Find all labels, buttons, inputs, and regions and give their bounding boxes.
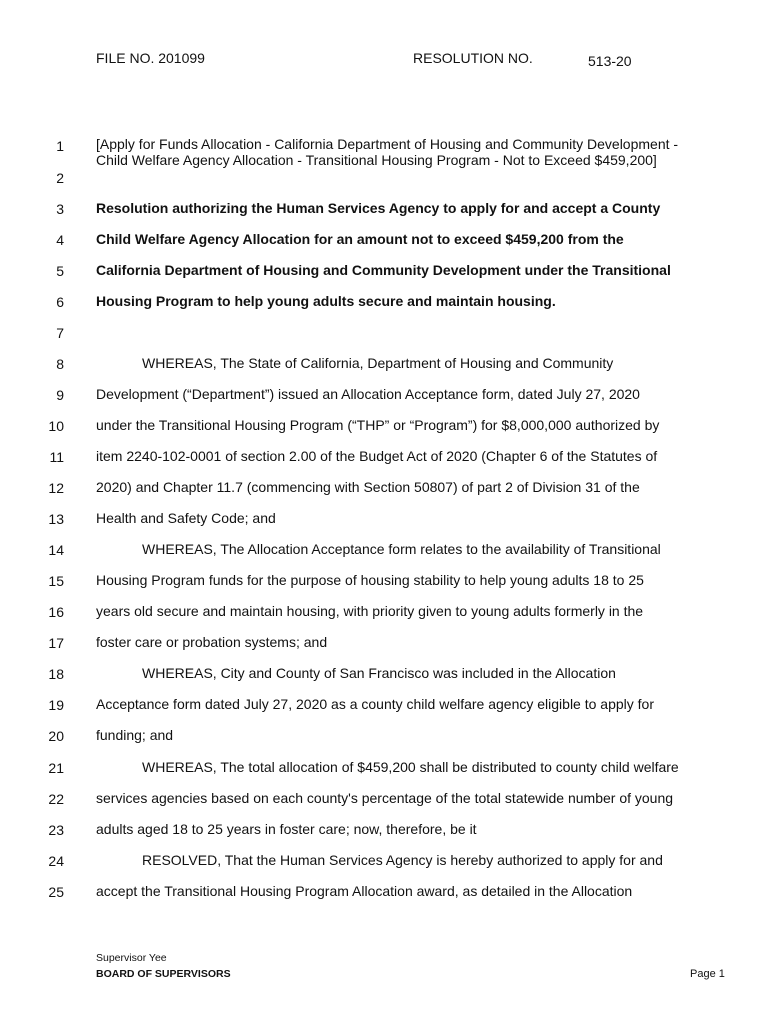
line-number: 13 [48,511,64,527]
body-line: WHEREAS, City and County of San Francisco was included in the Allocation [142,665,616,681]
body-line: Housing Program funds for the purpose of housing stability to help young adults 18 to 25 [96,572,644,588]
body-line: RESOLVED, That the Human Services Agency is hereby authorized to apply for and [142,852,663,868]
line-number: 24 [48,853,64,869]
line-number: 15 [48,573,64,589]
line-number: 7 [56,325,64,341]
line-number: 17 [48,635,64,651]
line-number: 4 [56,232,64,248]
line-number: 25 [48,884,64,900]
resolution-summary-line: Child Welfare Agency Allocation for an amount not to exceed $459,200 from the [96,231,624,247]
line-number: 1 [56,138,64,154]
board-label: BOARD OF SUPERVISORS [96,968,231,980]
resolution-summary-line: Housing Program to help young adults secure and maintain housing. [96,293,556,309]
line-number: 22 [48,791,64,807]
line-number: 18 [48,666,64,682]
line-number: 12 [48,480,64,496]
resolution-summary-line: Resolution authorizing the Human Services Agency to apply for and accept a County [96,200,661,216]
sponsor-name: Supervisor Yee [96,952,167,964]
resolution-label: RESOLUTION NO. [413,50,533,66]
body-line: years old secure and maintain housing, with priority given to young adults formerly in the [96,603,644,619]
line-number: 9 [56,387,64,403]
body-line: WHEREAS, The total allocation of $459,200 shall be distributed to county child welfare [142,759,679,775]
line-number: 16 [48,604,64,620]
body-line: Acceptance form dated July 27, 2020 as a county child welfare agency eligible to apply for [96,696,654,712]
body-line: funding; and [96,727,174,743]
body-line: adults aged 18 to 25 years in foster care; now, therefore, be it [96,821,477,837]
line-number: 3 [56,201,64,217]
resolution-summary-line: California Department of Housing and Community Development under the Transitional [96,262,671,278]
body-line: Health and Safety Code; and [96,510,276,526]
line-number: 21 [48,760,64,776]
page-number: Page 1 [690,968,725,980]
body-line: accept the Transitional Housing Program Allocation award, as detailed in the Allocation [96,883,633,899]
body-line: 2020) and Chapter 11.7 (commencing with Section 50807) of part 2 of Division 31 of the [96,479,640,495]
line-number: 19 [48,697,64,713]
line-number: 20 [48,728,64,744]
body-line: Development (“Department”) issued an Allocation Acceptance form, dated July 27, 2020 [96,386,640,402]
body-line: services agencies based on each county's percentage of the total statewide number of young [96,790,674,806]
resolution-number: 513-20 [588,53,632,69]
body-line: foster care or probation systems; and [96,634,328,650]
line-number: 2 [56,170,64,186]
body-line: under the Transitional Housing Program (“THP” or “Program”) for $8,000,000 authorized by [96,417,660,433]
title-line-1: [Apply for Funds Allocation - California Department of Housing and Community Development - [96,136,679,152]
line-number: 8 [56,356,64,372]
line-number: 10 [48,418,64,434]
line-number: 14 [48,542,64,558]
line-number: 11 [49,449,64,465]
body-line: item 2240-102-0001 of section 2.00 of the Budget Act of 2020 (Chapter 6 of the Statutes of [96,448,658,464]
line-number: 5 [56,263,64,279]
line-number: 6 [56,294,64,310]
body-line: WHEREAS, The State of California, Department of Housing and Community [142,355,614,371]
line-number: 23 [48,822,64,838]
title-line-2: Child Welfare Agency Allocation - Transitional Housing Program - Not to Exceed $459,200] [96,152,657,168]
body-line: WHEREAS, The Allocation Acceptance form relates to the availability of Transitional [142,541,661,557]
file-number: FILE NO. 201099 [96,50,205,66]
